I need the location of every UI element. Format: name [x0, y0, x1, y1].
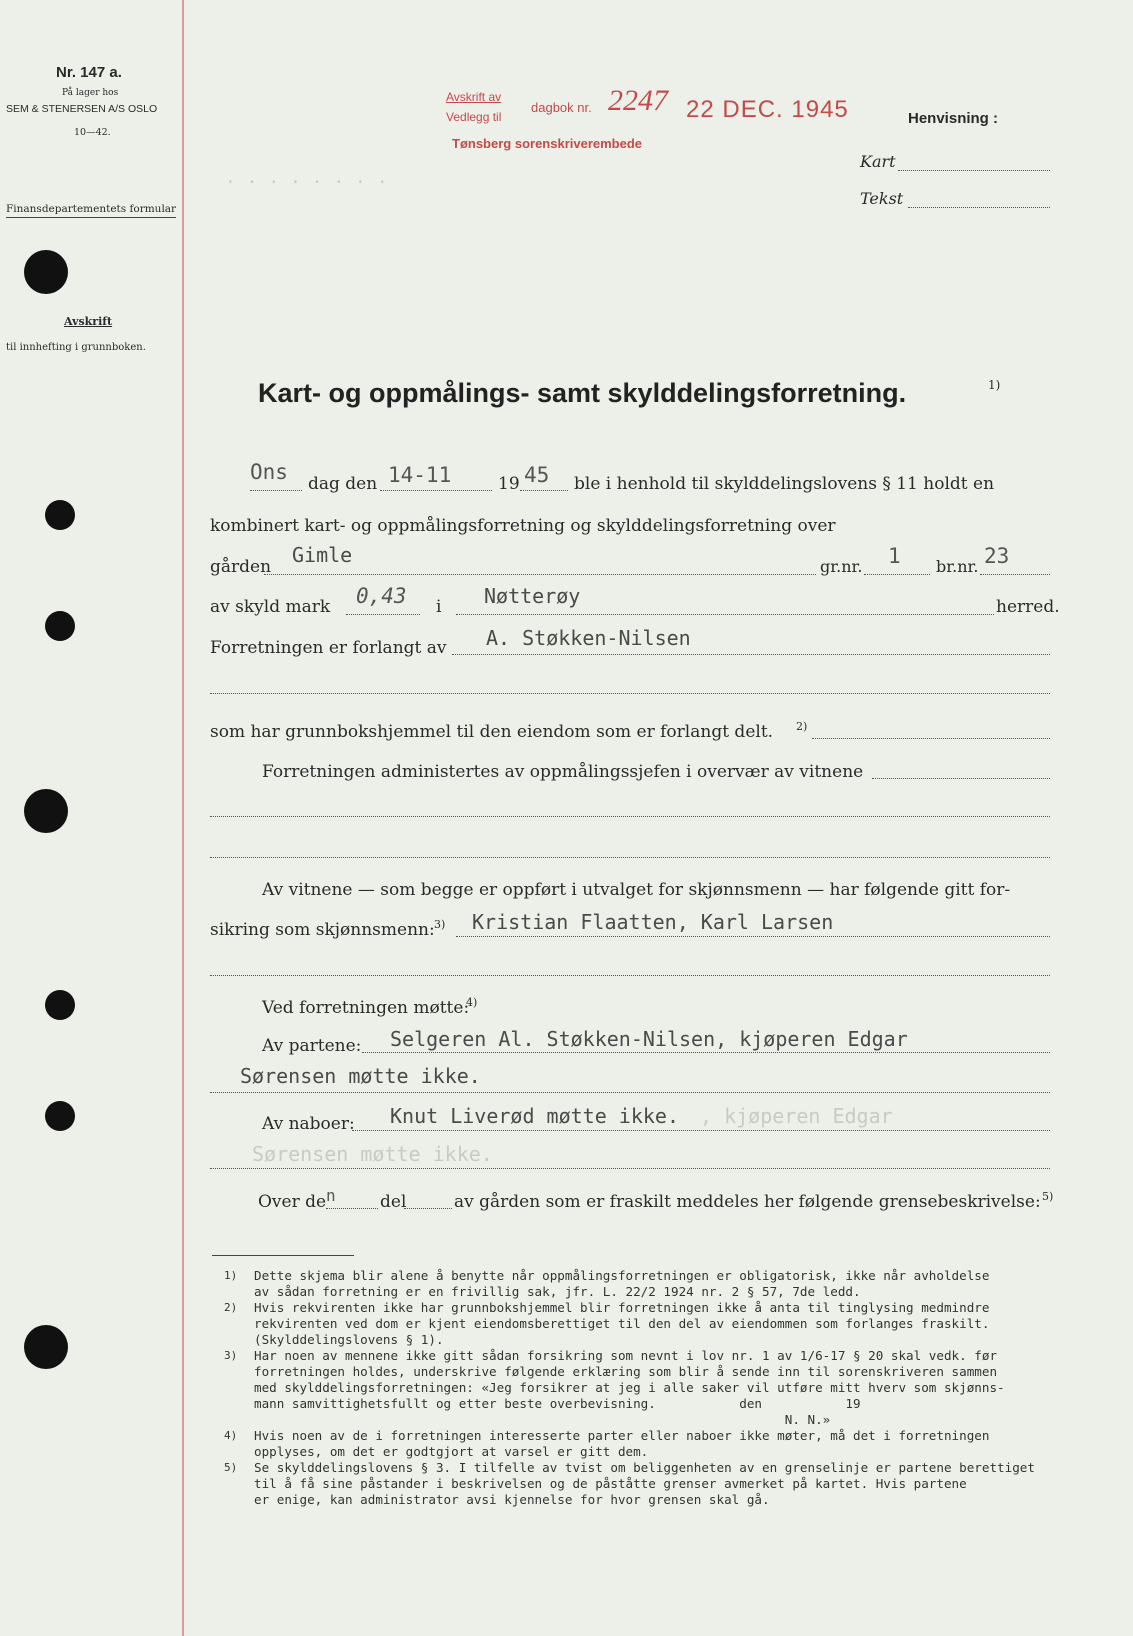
partene-line-1	[362, 1052, 1050, 1053]
margin-rule	[182, 0, 184, 1636]
grunnbok-footnote-ref: 2)	[796, 720, 808, 733]
publisher-line-1: På lager hos	[62, 88, 119, 98]
garden-line	[264, 574, 816, 575]
footnote-number: 3)	[224, 1349, 238, 1362]
motte-footnote-ref: 4)	[466, 996, 478, 1009]
forlangt-label: Forretningen er forlangt av	[210, 638, 447, 658]
year-value: 45	[524, 463, 550, 487]
punch-hole-1	[24, 250, 68, 294]
forlangt-value: A. Støkken-Nilsen	[486, 626, 691, 650]
date-line	[380, 490, 492, 491]
dag-den-label: dag den	[308, 474, 378, 494]
day-line	[250, 490, 302, 491]
footnotes	[224, 1268, 1054, 1508]
brnr-line	[980, 574, 1050, 575]
form-number: Nr. 147 a.	[56, 64, 122, 81]
tekst-label: Tekst	[860, 189, 904, 208]
partene-line-2	[210, 1092, 1050, 1093]
punch-hole-2	[45, 500, 75, 530]
herred-line	[456, 614, 994, 615]
grnr-value: 1	[888, 544, 901, 568]
grunnbok-text: som har grunnbokshjemmel til den eiendom som er forlangt delt.	[210, 722, 774, 742]
stamp-dagbok: dagbok nr.	[531, 100, 592, 115]
publisher-line-3: 10—42.	[74, 127, 111, 138]
vitner-line-2: sikring som skjønnsmenn:	[210, 920, 435, 940]
year-line	[520, 490, 568, 491]
skyld-value: 0,43	[356, 584, 407, 608]
over-n: n	[326, 1186, 336, 1205]
dagbok-number: 2247	[608, 84, 668, 117]
stamp-line-1: Avskrift av	[446, 90, 502, 104]
footnote-divider	[212, 1255, 354, 1256]
title-footnote-ref: 1)	[988, 378, 1001, 392]
del-line	[404, 1208, 452, 1209]
document-title: Kart- og oppmålings- samt skylddelingsforretning.	[258, 378, 907, 408]
garden-label: gården	[210, 557, 272, 577]
footnote-line: Hvis noen av de i forretningen interesserte parter eller naboer ikke møter, må det i forretningen	[254, 1428, 990, 1443]
vitner-footnote-ref: 3)	[434, 918, 446, 931]
footnote-line: forretningen holdes, underskrive følgende erklæring som blir å sende inn til sorenskriveren sammen	[254, 1364, 998, 1379]
over-rest: av gården som er fraskilt meddeles her følgende grensebeskrivelse:	[454, 1192, 1041, 1212]
punch-hole-4	[24, 789, 68, 833]
stamp-date: 22 DEC. 1945	[686, 96, 849, 123]
skyld-label: av skyld mark	[210, 597, 331, 617]
avskrift-label: Avskrift	[64, 315, 113, 328]
garden-value: Gimle	[292, 543, 353, 567]
line1-rest: ble i henhold til skylddelingslovens § 11 holdt en	[574, 474, 995, 494]
partene-value-2: Sørensen møtte ikke.	[240, 1064, 481, 1088]
stamp-line-2: Vedlegg til	[446, 110, 502, 124]
motte-label: Ved forretningen møtte:	[262, 998, 470, 1018]
over-de-line	[326, 1208, 378, 1209]
blank-line-1	[210, 693, 1050, 694]
footnote-line: opplyses, om det er godtgjort at varsel er gitt dem.	[254, 1444, 649, 1459]
brnr-value: 23	[984, 544, 1010, 568]
footnote-line: rekvirenten ved dom er kjent eiendomsberettiget til den del av eiendommen som forlanges fraskilt.	[254, 1316, 990, 1331]
footnote-line: Hvis rekvirenten ikke har grunnbokshjemmel blir forretningen ikke å anta til tinglysing medmindre	[254, 1300, 990, 1315]
footnote-line: N. N.»	[254, 1412, 831, 1427]
punch-hole-7	[24, 1325, 68, 1369]
i-label: i	[436, 597, 442, 617]
footnote-line: Har noen av mennene ikke gitt sådan forsikring som nevnt i lov nr. 1 av 1/6-17 § 20 skal vedk. før	[254, 1348, 998, 1363]
department-label: Finansdepartementets formular	[6, 203, 176, 218]
punch-hole-6	[45, 1101, 75, 1131]
footnote-line: Dette skjema blir alene å benytte når oppmålingsforretningen er obligatorisk, ikke når avholdelse	[254, 1268, 990, 1283]
footnote	[224, 1428, 1054, 1460]
punch-hole-5	[45, 990, 75, 1020]
footnote-line: av sådan forretning er en frivillig sak, jfr. L. 22/2 1924 nr. 2 § 57, 7de ledd.	[254, 1284, 861, 1299]
footnote	[224, 1348, 1054, 1412]
stamp-line-3: Tønsberg sorenskriverembede	[452, 136, 643, 151]
skyld-line	[346, 614, 420, 615]
footnote	[224, 1300, 1054, 1348]
grnr-line	[864, 574, 930, 575]
footnote-line: mann samvittighetsfullt og etter beste overbevisning. den 19	[254, 1396, 861, 1411]
tekst-line	[908, 207, 1050, 208]
footnote	[224, 1460, 1054, 1508]
over-footnote-ref: 5)	[1042, 1190, 1054, 1203]
line2-text: kombinert kart- og oppmålingsforretning og skylddelingsforretning over	[210, 516, 836, 536]
vitner-value: Kristian Flaatten, Karl Larsen	[472, 910, 834, 934]
herred-value: Nøtterøy	[484, 584, 581, 608]
footnote-line: er enige, kan administrator avsi kjennelse for hvor grensen skal gå.	[254, 1492, 770, 1507]
footnote-line: til å få sine påstander i beskrivelsen og de påståtte grenser avmerket på kartet. Hvis partene	[254, 1476, 967, 1491]
henvisning-label: Henvisning :	[908, 110, 999, 127]
blank-line-3	[210, 857, 1050, 858]
naboer-ghost-2: Sørensen møtte ikke.	[252, 1142, 493, 1166]
blank-line-4	[210, 975, 1050, 976]
herred-label: herred.	[996, 597, 1060, 617]
vitner-line	[456, 936, 1050, 937]
bleed-through-1: · · · · · · · ·	[225, 172, 388, 193]
footnote-number: 1)	[224, 1269, 238, 1282]
avskrift-note: til innhefting i grunnboken.	[6, 342, 146, 353]
footnote-line: Se skylddelingslovens § 3. I tilfelle av tvist om beliggenheten av en grenselinje er partene berettiget	[254, 1460, 1035, 1475]
vitner-line-1: Av vitnene — som begge er oppført i utvalget for skjønnsmenn — har følgende gitt for-	[262, 880, 1011, 900]
grnr-label: gr.nr.	[820, 557, 863, 576]
del-label: del	[380, 1192, 407, 1212]
blank-line-2	[210, 816, 1050, 817]
footnote-line: med skylddelingsforretningen: «Jeg forsikrer at jeg i alle saker vil utføre mitt hverv som skjønns-	[254, 1380, 1005, 1395]
punch-hole-3	[45, 611, 75, 641]
partene-value-1: Selgeren Al. Støkken-Nilsen, kjøperen Edgar	[390, 1027, 908, 1051]
naboer-value: Knut Liverød møtte ikke.	[390, 1104, 679, 1128]
administrert-line	[872, 778, 1050, 779]
footnote-number: 2)	[224, 1301, 238, 1314]
footnote-number: 5)	[224, 1461, 238, 1474]
kart-line	[898, 170, 1050, 171]
grunnbok-line	[812, 738, 1050, 739]
naboer-line-2	[210, 1168, 1050, 1169]
publisher-line-2: SEM & STENERSEN A/S OSLO	[6, 103, 158, 115]
date-value: 14-11	[388, 463, 452, 487]
forlangt-line	[452, 654, 1050, 655]
brnr-label: br.nr.	[936, 557, 979, 576]
naboer-ghost: , kjøperen Edgar	[700, 1104, 893, 1128]
footnote-number: 4)	[224, 1429, 238, 1442]
partene-label: Av partene:	[262, 1036, 362, 1056]
footnote	[224, 1268, 1054, 1300]
over-de-label: Over de	[258, 1192, 327, 1212]
naboer-label: Av naboer:	[262, 1114, 355, 1134]
administrert-text: Forretningen administertes av oppmålingssjefen i overvær av vitnene	[262, 762, 864, 782]
footnote-line: (Skylddelingslovens § 1).	[254, 1332, 444, 1347]
year-prefix: 19	[498, 474, 520, 494]
kart-label: Kart	[860, 152, 896, 171]
naboer-line-1	[352, 1130, 1050, 1131]
footnote	[254, 1412, 1054, 1428]
day-name: Ons	[250, 460, 288, 484]
